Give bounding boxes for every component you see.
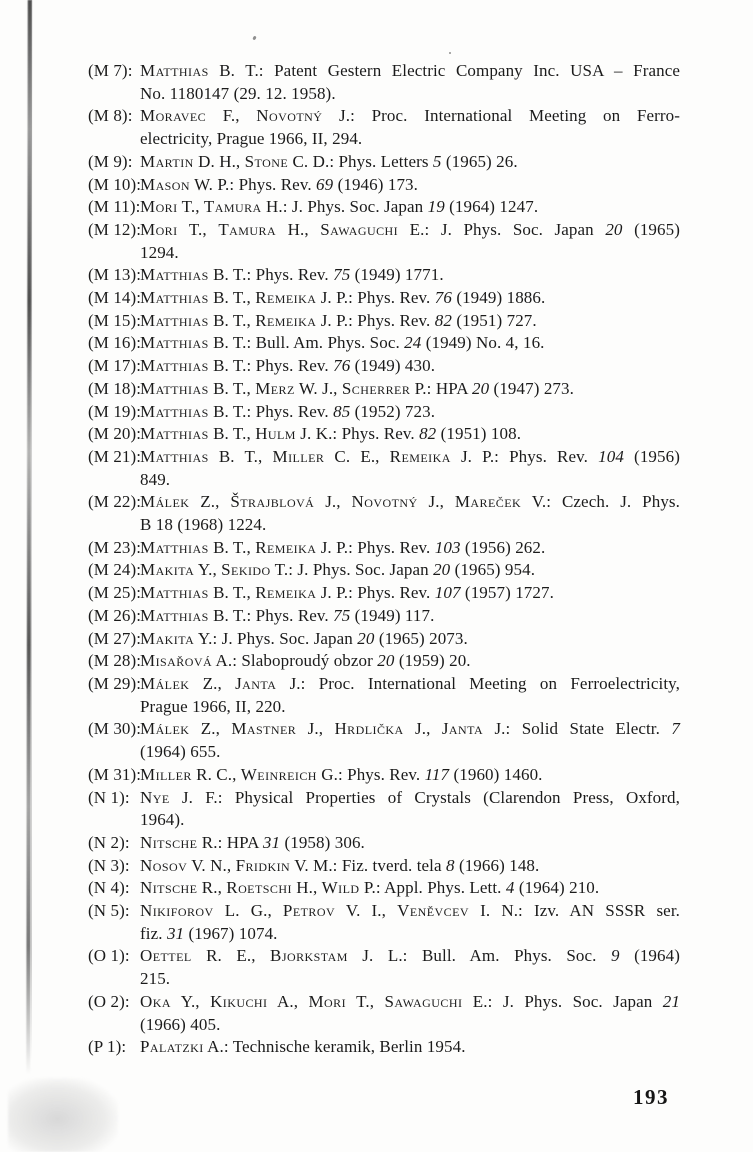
reference-entry xyxy=(88,787,680,832)
reference-entry xyxy=(88,151,680,174)
reference-text-line: Nitsche R.: HPA 31 (1958) 306. xyxy=(140,832,365,852)
reference-label: (N 3): xyxy=(88,855,130,875)
reference-text xyxy=(140,151,680,174)
reference-text-line: Matthias B. T.: Patent Gestern Electric Company Inc. USA – France xyxy=(140,61,680,80)
reference-label: (M 7): xyxy=(88,61,133,80)
reference-text-line: Málek Z., Janta J.: Proc. International Meeting on Ferroelectricity, xyxy=(140,673,681,693)
reference-text xyxy=(140,877,680,900)
reference-text xyxy=(140,174,680,197)
reference-label: (N 1): xyxy=(88,787,130,807)
reference-entry xyxy=(88,423,680,446)
reference-entry xyxy=(88,582,680,605)
reference-entry xyxy=(88,718,680,763)
reference-entry xyxy=(88,628,680,651)
reference-text-line: fiz. 31 (1967) 1074. xyxy=(140,923,278,943)
reference-text xyxy=(140,605,680,628)
reference-text xyxy=(140,287,680,310)
reference-text xyxy=(140,537,680,560)
reference-text xyxy=(140,423,680,446)
reference-entry xyxy=(88,991,680,1036)
reference-text-line: Matthias B. T., Remeika J. P.: Phys. Rev. 103 (1956) 262. xyxy=(140,537,546,557)
reference-label: (M 9): xyxy=(88,151,133,171)
reference-entry xyxy=(88,174,680,197)
reference-label: (M 21): xyxy=(88,446,142,466)
reference-entry xyxy=(88,650,680,673)
reference-label: (O 1): xyxy=(88,946,130,966)
reference-text-line: Matthias B. T., Merz W. J., Scherrer P.: HPA 20 (1947) 273. xyxy=(140,378,574,398)
reference-text xyxy=(140,219,680,264)
reference-text-line: Prague 1966, II, 220. xyxy=(140,696,286,716)
reference-label: (M 25): xyxy=(88,583,142,603)
reference-entry xyxy=(88,219,680,264)
reference-entry xyxy=(88,764,680,787)
reference-label: (M 27): xyxy=(88,628,142,648)
reference-entry xyxy=(88,559,680,582)
reference-text xyxy=(140,378,680,401)
reference-text-line: Martin D. H., Stone C. D.: Phys. Letters 5 (1965) 26. xyxy=(140,151,518,171)
reference-label: (M 18): xyxy=(88,378,142,398)
reference-text xyxy=(140,832,680,855)
reference-text xyxy=(140,787,680,832)
reference-text xyxy=(140,764,680,787)
reference-text-line: Misařová A.: Slaboproudý obzor 20 (1959) 20. xyxy=(140,651,471,671)
reference-entry xyxy=(88,287,680,310)
reference-text xyxy=(140,1036,680,1059)
reference-label: (M 19): xyxy=(88,401,142,421)
reference-text-line: Nosov V. N., Fridkin V. M.: Fiz. tverd. tela 8 (1966) 148. xyxy=(140,855,540,875)
page-number: 193 xyxy=(633,1085,669,1109)
reference-text-line: Nikiforov L. G., Petrov V. I., Veněvcev I. N.: Izv. AN SSSR ser. xyxy=(140,901,681,921)
reference-label: (M 14): xyxy=(88,288,142,308)
reference-label: (M 11): xyxy=(88,197,141,217)
reference-text-line: Makita Y., Sekido T.: J. Phys. Soc. Japan 20 (1965) 954. xyxy=(140,560,536,580)
reference-text xyxy=(140,650,680,673)
reference-text-line: 1294. xyxy=(140,242,179,262)
reference-text-line: 215. xyxy=(140,969,171,989)
reference-entry xyxy=(88,446,680,491)
reference-text-line: No. 1180147 (29. 12. 1958). xyxy=(140,83,336,103)
reference-label: (M 30): xyxy=(88,719,142,739)
reference-entry xyxy=(88,605,680,628)
reference-entry xyxy=(88,60,680,105)
reference-label: (M 26): xyxy=(88,605,142,625)
reference-entry xyxy=(88,673,680,718)
reference-text-line: Makita Y.: J. Phys. Soc. Japan 20 (1965) 2073. xyxy=(140,628,468,648)
reference-text-line: Palatzki A.: Technische keramik, Berlin 1954. xyxy=(140,1037,466,1057)
reference-text xyxy=(140,945,680,990)
reference-entry xyxy=(88,537,680,560)
reference-text xyxy=(140,491,680,536)
reference-text xyxy=(140,673,680,718)
reference-label: (M 17): xyxy=(88,356,142,376)
reference-text-line: Matthias B. T.: Phys. Rev. 75 (1949) 117. xyxy=(140,605,435,625)
reference-text-line: Mason W. P.: Phys. Rev. 69 (1946) 173. xyxy=(140,174,419,194)
reference-text-line: (1966) 405. xyxy=(140,1014,221,1034)
reference-text xyxy=(140,582,680,605)
reference-label: (M 23): xyxy=(88,537,142,557)
reference-label: (M 8): xyxy=(88,106,133,126)
reference-text-line: Matthias B. T.: Phys. Rev. 85 (1952) 723. xyxy=(140,401,436,421)
reference-text-line: Matthias B. T., Remeika J. P.: Phys. Rev. 82 (1951) 727. xyxy=(140,310,537,330)
reference-entry xyxy=(88,196,680,219)
reference-text xyxy=(140,900,680,945)
reference-label: (M 31): xyxy=(88,764,142,784)
reference-label: (O 2): xyxy=(88,991,130,1011)
reference-label: (M 15): xyxy=(88,310,142,330)
reference-label: (M 24): xyxy=(88,560,142,580)
reference-entry xyxy=(88,491,680,536)
reference-entry xyxy=(88,832,680,855)
reference-text xyxy=(140,355,680,378)
reference-text-line: Oettel R. E., Bjorkstam J. L.: Bull. Am. Phys. Soc. 9 (1964) xyxy=(140,946,680,966)
reference-label: (M 16): xyxy=(88,333,142,353)
reference-entry xyxy=(88,1036,680,1059)
reference-entry xyxy=(88,855,680,878)
reference-text-line: Matthias B. T.: Phys. Rev. 75 (1949) 1771. xyxy=(140,265,444,285)
reference-text-line: Matthias B. T.: Bull. Am. Phys. Soc. 24 (1949) No. 4, 16. xyxy=(140,333,545,353)
reference-entry xyxy=(88,378,680,401)
reference-label: (N 2): xyxy=(88,832,130,852)
reference-text xyxy=(140,559,680,582)
reference-text-line: 1964). xyxy=(140,810,185,830)
reference-text-line: Nye J. F.: Physical Properties of Crystals (Clarendon Press, Oxford, xyxy=(140,787,680,807)
reference-text-line: Matthias B. T., Miller C. E., Remeika J. P.: Phys. Rev. 104 (1956) xyxy=(140,446,680,466)
reference-label: (M 28): xyxy=(88,651,142,671)
scan-speck xyxy=(449,52,451,54)
reference-label: (M 20): xyxy=(88,424,142,444)
reference-text-line: Moravec F., Novotný J.: Proc. International Meeting on Ferro- xyxy=(140,106,680,126)
reference-text xyxy=(140,401,680,424)
reference-entry xyxy=(88,401,680,424)
reference-entry xyxy=(88,355,680,378)
reference-text-line: Matthias B. T., Remeika J. P.: Phys. Rev. 76 (1949) 1886. xyxy=(140,288,546,308)
reference-text xyxy=(140,60,680,105)
reference-label: (N 4): xyxy=(88,878,130,898)
reference-text xyxy=(140,310,680,333)
reference-list xyxy=(88,60,680,1059)
reference-entry xyxy=(88,945,680,990)
reference-text-line: B 18 (1968) 1224. xyxy=(140,515,267,535)
reference-entry xyxy=(88,877,680,900)
reference-text-line: Miller R. C., Weinreich G.: Phys. Rev. 117 (1960) 1460. xyxy=(140,764,543,784)
reference-entry xyxy=(88,105,680,150)
scan-gutter-shadow-secondary xyxy=(31,0,32,1060)
reference-text-line: Oka Y., Kikuchi A., Mori T., Sawaguchi E.: J. Phys. Soc. Japan 21 xyxy=(140,991,680,1011)
reference-text-line: Matthias B. T., Hulm J. K.: Phys. Rev. 82 (1951) 108. xyxy=(140,424,522,444)
reference-entry xyxy=(88,332,680,355)
reference-text xyxy=(140,628,680,651)
reference-text xyxy=(140,446,680,491)
reference-label: (M 12): xyxy=(88,219,142,239)
reference-text xyxy=(140,196,680,219)
reference-label: (P 1): xyxy=(88,1037,127,1057)
reference-label: (M 10): xyxy=(88,174,142,194)
reference-label: (M 29): xyxy=(88,673,142,693)
reference-text-line: Mori T., Tamura H.: J. Phys. Soc. Japan 19 (1964) 1247. xyxy=(140,197,539,217)
reference-text-line: Matthias B. T.: Phys. Rev. 76 (1949) 430. xyxy=(140,356,436,376)
reference-label: (N 5): xyxy=(88,901,130,921)
reference-text-line: Nitsche R., Roetschi H., Wild P.: Appl. Phys. Lett. 4 (1964) 210. xyxy=(140,878,600,898)
reference-text-line: 849. xyxy=(140,469,171,489)
scan-speck xyxy=(252,36,257,41)
reference-text-line: Mori T., Tamura H., Sawaguchi E.: J. Phys. Soc. Japan 20 (1965) xyxy=(140,219,680,239)
reference-text xyxy=(140,105,680,150)
reference-text xyxy=(140,718,680,763)
reference-label: (M 13): xyxy=(88,265,142,285)
reference-text xyxy=(140,332,680,355)
reference-text-line: electricity, Prague 1966, II, 294. xyxy=(140,129,363,149)
reference-text xyxy=(140,991,680,1036)
reference-text-line: (1964) 655. xyxy=(140,742,221,762)
reference-text-line: Matthias B. T., Remeika J. P.: Phys. Rev. 107 (1957) 1727. xyxy=(140,583,554,603)
scan-smudge xyxy=(8,1078,118,1152)
reference-text-line: Málek Z., Mastner J., Hrdlička J., Janta J.: Solid State Electr. 7 xyxy=(140,719,680,739)
reference-entry xyxy=(88,310,680,333)
reference-entry xyxy=(88,264,680,287)
reference-text xyxy=(140,264,680,287)
reference-text-line: Málek Z., Štrajblová J., Novotný J., Mareček V.: Czech. J. Phys. xyxy=(140,492,680,512)
reference-text xyxy=(140,855,680,878)
reference-entry xyxy=(88,900,680,945)
reference-label: (M 22): xyxy=(88,492,142,512)
